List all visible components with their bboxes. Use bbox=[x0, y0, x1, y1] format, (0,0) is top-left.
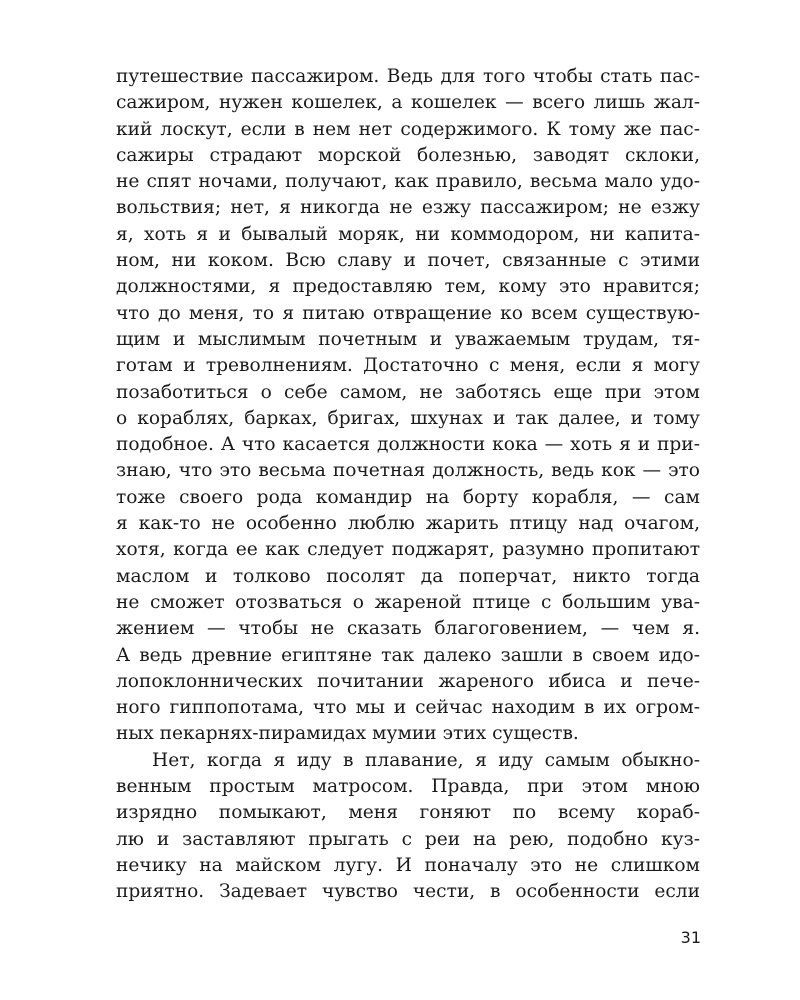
text-line: сажиром, нужен кошелек, а кошелек — всего лишь жал- bbox=[116, 92, 700, 114]
text-line: жением — чтобы не сказать благоговением, — чем я. bbox=[116, 618, 700, 640]
text-line: щим и мыслимым почетным и уважаемым трудам, тя- bbox=[116, 328, 700, 350]
text-line: венным простым матросом. Правда, при этом мною bbox=[116, 776, 700, 798]
body-text bbox=[116, 64, 700, 906]
text-line: вольствия; нет, я никогда не езжу пассажиром; не езжу bbox=[116, 197, 700, 219]
text-line: изрядно помыкают, меня гоняют по всему кораб- bbox=[116, 802, 700, 824]
text-line: путешествие пассажиром. Ведь для того чтобы стать пас- bbox=[116, 66, 700, 87]
paragraph-1 bbox=[116, 64, 700, 748]
text-line: я, хоть я и бывалый моряк, ни коммодором, ни капита- bbox=[116, 223, 700, 245]
text-line: нечику на майском лугу. И поначалу это не слишком bbox=[116, 854, 700, 876]
text-line: подобное. А что касается должности кока — хоть я и при- bbox=[116, 434, 700, 456]
text-line: знаю, что это весьма почетная должность, ведь кок — это bbox=[116, 460, 700, 482]
text-line: лю и заставляют прыгать с реи на рею, подобно куз- bbox=[116, 828, 700, 850]
text-line: сажиры страдают морской болезнью, заводят склоки, bbox=[116, 144, 700, 166]
text-line: что до меня, то я питаю отвращение ко всем существую- bbox=[116, 302, 700, 324]
text-line: не спят ночами, получают, как правило, весьма мало удо- bbox=[116, 171, 700, 193]
text-line: приятно. Задевает чувство чести, в особенности если bbox=[116, 881, 700, 903]
text-line: я как-то не особенно люблю жарить птицу над очагом, bbox=[116, 513, 700, 535]
text-line: кий лоскут, если в нем нет содержимого. К тому же пас- bbox=[116, 118, 700, 140]
text-line: готам и треволнениям. Достаточно с меня, если я могу bbox=[116, 355, 700, 377]
text-line: о кораблях, барках, бригах, шхунах и так далее, и тому bbox=[116, 407, 700, 429]
text-line: ном, ни коком. Всю славу и почет, связанные с этими bbox=[116, 250, 700, 272]
text-line: лопоклоннических почитании жареного ибиса и пече- bbox=[116, 670, 700, 692]
text-line: ного гиппопотама, что мы и сейчас находим в их огром- bbox=[116, 697, 700, 719]
text-line: ных пекарнях-пирамидах мумии этих существ. bbox=[116, 723, 579, 745]
text-line: должностями, я предоставляю тем, кому это нравится; bbox=[116, 276, 700, 298]
text-line: позаботиться о себе самом, не заботясь еще при этом bbox=[116, 381, 700, 403]
paragraph-2 bbox=[116, 748, 700, 906]
text-line: тоже своего рода командир на борту корабля, — сам bbox=[116, 486, 700, 508]
text-line: не сможет отозваться о жареной птице с большим ува- bbox=[116, 591, 700, 613]
text-line: маслом и толково посолят да поперчат, никто тогда bbox=[116, 565, 700, 587]
text-line: хотя, когда ее как следует поджарят, разумно пропитают bbox=[116, 539, 700, 561]
page-number: 31 bbox=[680, 928, 701, 947]
text-line: Нет, когда я иду в плавание, я иду самым обыкно- bbox=[152, 749, 700, 771]
text-line: А ведь древние египтяне так далеко зашли в своем идо- bbox=[116, 644, 700, 666]
